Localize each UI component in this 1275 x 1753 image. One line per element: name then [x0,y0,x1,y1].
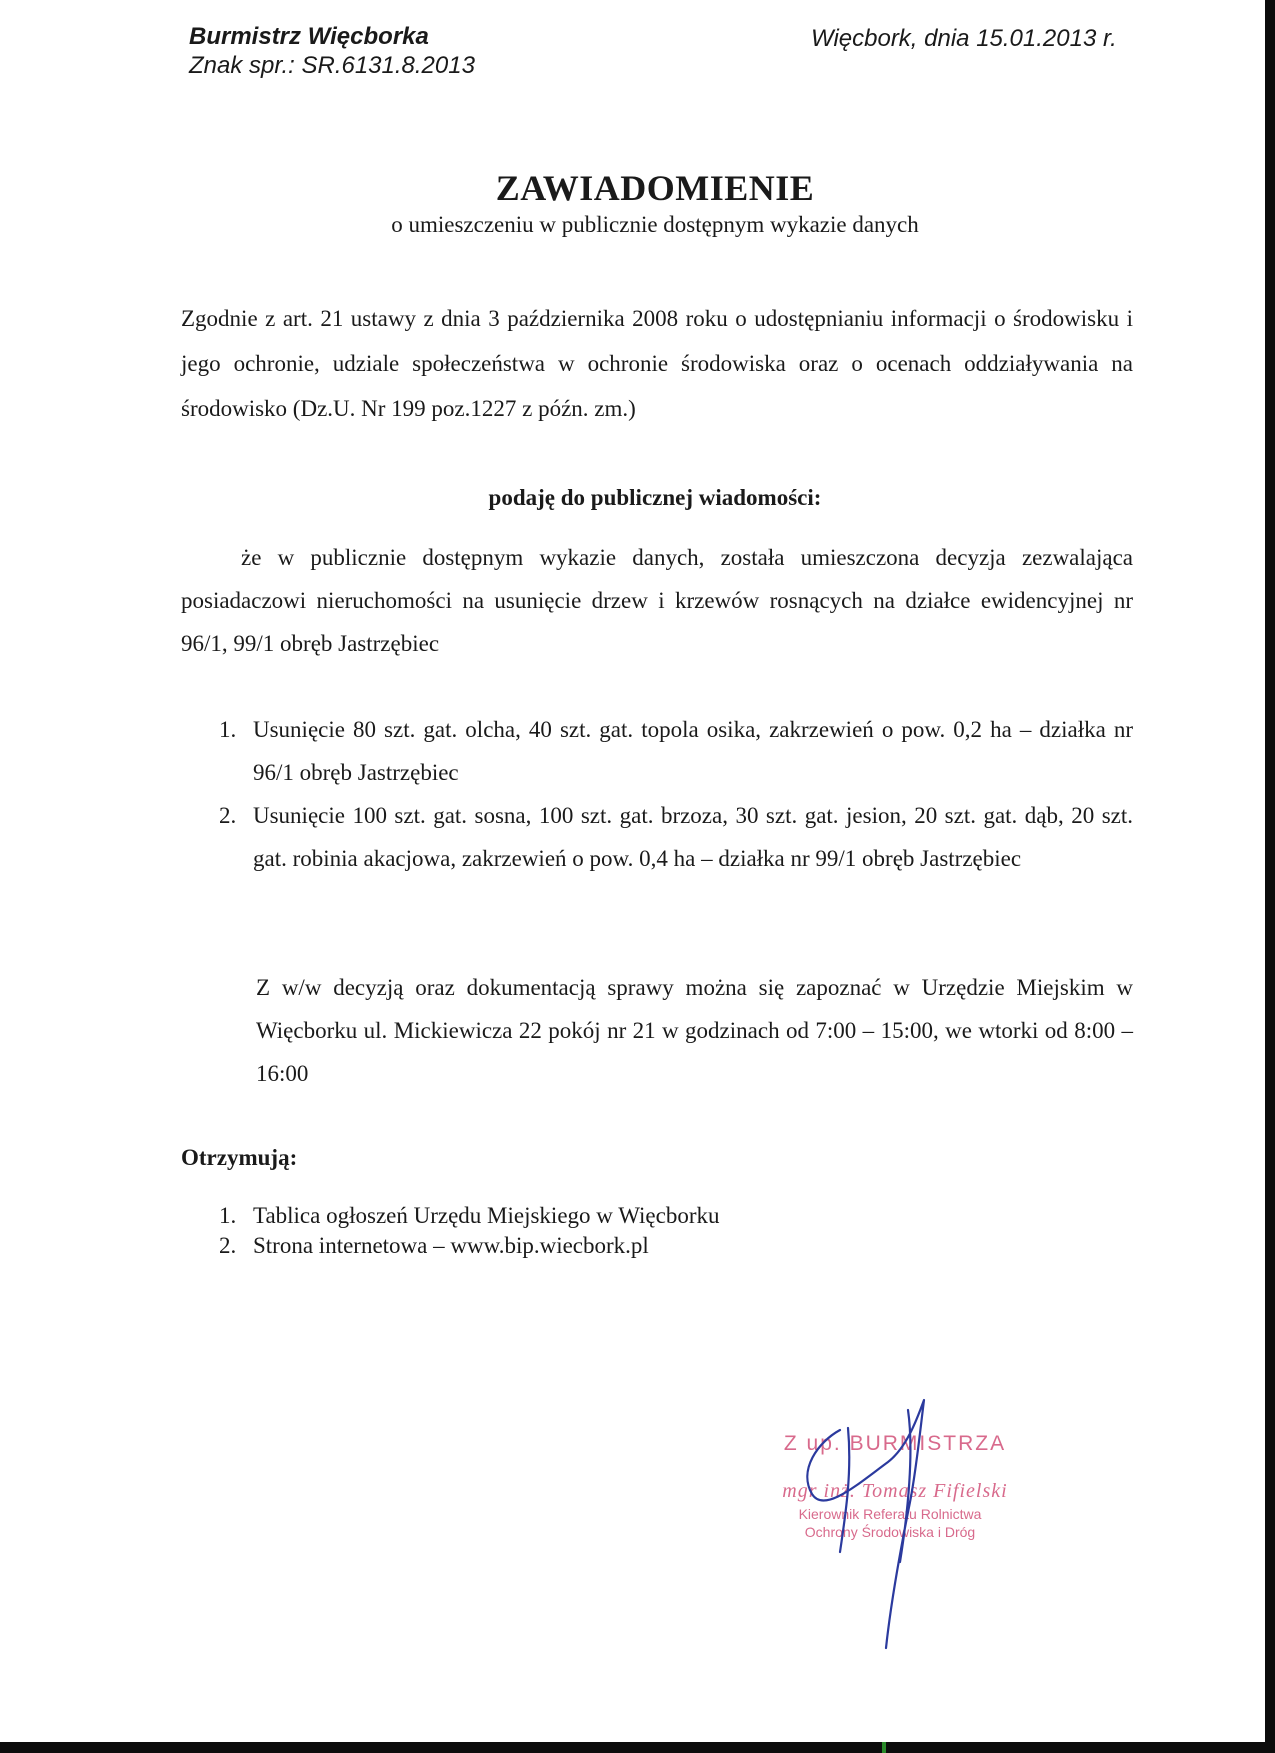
stamp-line: Z up. BURMISTRZA [783,1432,1007,1455]
stamp-line: Ochrony Środowiska i Dróg [804,1524,976,1540]
issuer-name: Burmistrz Więcborka [189,23,429,50]
list-item [219,1231,1133,1261]
scan-artifact [882,1742,886,1753]
scan-border-right [1265,0,1275,1753]
official-stamp [740,1392,1030,1652]
list-item [219,1201,1133,1231]
place-and-date: Więcbork, dnia 15.01.2013 r. [811,25,1117,52]
legal-basis-paragraph: Zgodnie z art. 21 ustawy z dnia 3 października 2008 roku o udostępnianiu informacji o środowisku i jego ochronie, udziale społeczeństwa w ochronie środowiska oraz o ocenach oddziaływania na środowisko (Dz.U. Nr 199 poz.1227 z późn. zm.) [181,306,1133,421]
stamp-line: Kierownik Referatu Rolnictwa [798,1506,982,1522]
scan-border-bottom [0,1742,1275,1753]
list-item-text: Tablica ogłoszeń Urzędu Miejskiego w Więcborku [253,1203,720,1228]
announcement-paragraph: że w publicznie dostępnym wykazie danych, została umieszczona decyzja zezwalająca posiadaczowi nieruchomości na usunięcie drzew i krzewów rosnących na działce ewidencyjnej nr 96/1, 99/1 obręb Jastrzębiec [181,545,1133,656]
list-item-number: 1. [219,717,237,742]
list-item-text: Usunięcie 100 szt. gat. sosna, 100 szt. gat. brzoza, 30 szt. gat. jesion, 20 szt. gat. dąb, 20 szt. gat. robinia akacjowa, zakrzewień o pow. 0,4 ha – działka nr 99/1 obręb Jastrzębiec [253,803,1133,871]
case-reference: Znak spr.: SR.6131.8.2013 [189,52,475,79]
document-subtitle: o umieszczeniu w publicznie dostępnym wykazie danych [391,212,919,237]
recipients-heading: Otrzymują: [181,1145,298,1170]
list-item-text: Usunięcie 80 szt. gat. olcha, 40 szt. gat. topola osika, zakrzewień o pow. 0,2 ha – działka nr 96/1 obręb Jastrzębiec [253,717,1133,785]
list-item-number: 1. [219,1203,237,1228]
letterhead [189,22,475,80]
recipients-list [219,1201,1133,1261]
document-title: ZAWIADOMIENIE [495,168,815,208]
decision-items-list [219,708,1133,880]
access-info-paragraph: Z w/w decyzją oraz dokumentacją sprawy można się zapoznać w Urzędzie Miejskim w Więcborku ul. Mickiewicza 22 pokój nr 21 w godzinach od 7:00 – 15:00, we wtorki od 8:00 – 16:00 [256,975,1133,1086]
stamp-line: mgr inż. Tomasz Fifielski [782,1480,1008,1502]
list-item-number: 2. [219,803,237,828]
list-item-text: Strona internetowa – www.bip.wiecbork.pl [253,1233,649,1258]
list-item-number: 2. [219,1233,237,1258]
list-item [219,708,1133,794]
announcement-heading: podaję do publicznej wiadomości: [488,485,822,510]
list-item [219,794,1133,880]
handwritten-signature [740,1392,1030,1652]
